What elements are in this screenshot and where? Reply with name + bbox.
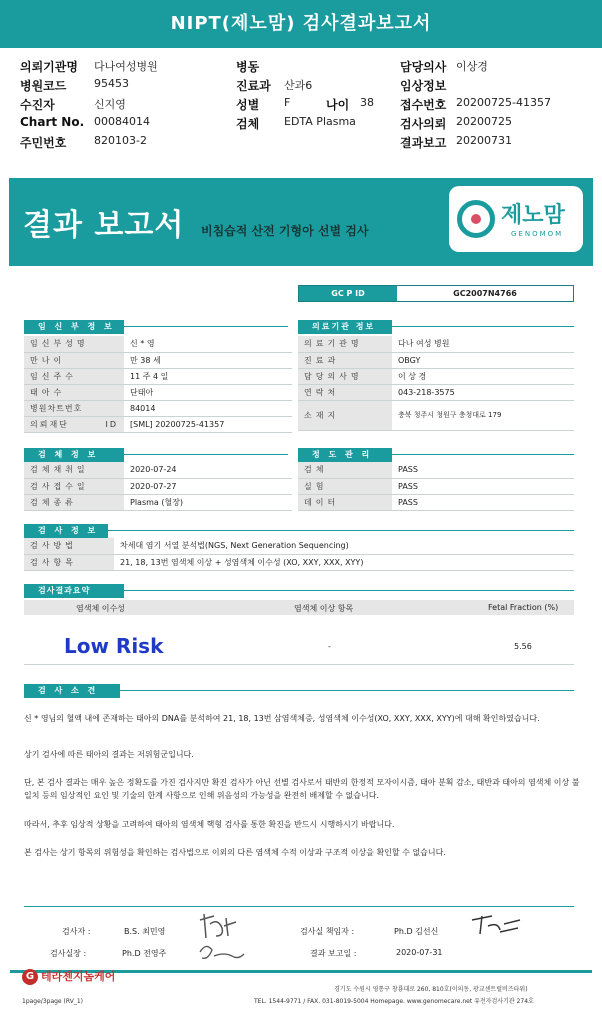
report-date-label: 결과 보고일 : (310, 949, 357, 958)
table-row (298, 336, 574, 352)
banner-subtitle: 비침습적 산전 기형아 선별 검사 (201, 224, 369, 238)
table-row (298, 478, 574, 494)
header-label: 진료과 (236, 79, 271, 93)
header-label: 결과보고 (400, 136, 447, 150)
risk-result: Low Risk (64, 634, 164, 658)
field-value: OBGY (392, 352, 574, 368)
summary-col-aneuploidy: 염색체 이수성 (76, 604, 125, 613)
header-value: 20200731 (456, 134, 512, 147)
table-row (298, 494, 574, 510)
header-value: EDTA Plasma (284, 115, 356, 128)
gcpid-value: GC2007N4766 (453, 289, 517, 298)
director-signature (196, 938, 246, 966)
field-value: [SML] 20200725-41357 (124, 416, 292, 432)
finding-paragraph: 상기 검사에 따른 태아의 결과는 저위험군입니다. (24, 750, 194, 759)
divider (392, 454, 574, 455)
header-value: 신지영 (94, 98, 126, 111)
field-value: 11 주 4 일 (124, 368, 292, 384)
field-label: 병원차트번호 (24, 400, 124, 416)
field-value: Plasma (혈장) (124, 494, 292, 510)
field-label: 검사접수일 (24, 478, 124, 494)
table-row (24, 400, 292, 416)
field-label: 검체종류 (24, 494, 124, 510)
examiner-name: B.S. 최민영 (124, 927, 166, 936)
field-value: PASS (392, 494, 574, 510)
section-header-institution: 의료기관 정보 (298, 320, 392, 334)
field-label: 임신부성명 (24, 336, 124, 352)
header-value: 산과6 (284, 79, 313, 92)
field-label: 만나이 (24, 352, 124, 368)
header-label: 병원코드 (20, 79, 67, 93)
divider (124, 326, 288, 327)
table-row (298, 352, 574, 368)
header-value: 95453 (94, 77, 129, 90)
finding-paragraph: 단, 본 검사 결과는 매우 높은 정확도를 가진 검사지만 확진 검사가 아닌 선별 검사로서 태반의 한정적 모자이시즘, 태아 분획 감소, 태반과 태아의 염색체 이상 불일치 등의 임상적인 요인 및 기술의 한계 사항으로 인해 위음성의 가능성을 완전히 배제할 수 없습니다. (24, 778, 580, 800)
divider (124, 454, 288, 455)
header-value: 38 (360, 96, 374, 109)
header-value: 20200725 (456, 115, 512, 128)
table-row (24, 384, 292, 400)
company-logo-icon: G (22, 969, 38, 985)
company-address: 경기도 수원시 영통구 창룡대로 260, 810호(이의동, 광교센트럴비즈타워) (334, 986, 528, 993)
document-title: NIPT(제노맘) 검사결과보고서 (0, 0, 602, 48)
report-banner (9, 178, 593, 266)
divider (24, 906, 574, 907)
field-value: 043-218-3575 (392, 384, 574, 400)
field-value: 차세대 염기 서열 분석법(NGS, Next Generation Sequencing) (114, 538, 574, 554)
table-row (24, 494, 292, 510)
header-value: 20200725-41357 (456, 96, 551, 109)
report-header (20, 56, 590, 151)
table-row (24, 352, 292, 368)
header-label: 접수번호 (400, 98, 447, 112)
director-name: Ph.D 전영주 (122, 949, 167, 958)
field-label: 태아수 (24, 384, 124, 400)
table-row (298, 462, 574, 478)
divider (108, 530, 574, 531)
header-label: 수진자 (20, 98, 55, 112)
logo-text: 제노맘 (501, 203, 565, 228)
field-label: 담당의사명 (298, 368, 392, 384)
header-value: 00084014 (94, 115, 150, 128)
company-contact: TEL. 1544-9771 / FAX. 031-8019-5004 Homepage. www.genomecare.net 유전자검사기관 274호 (254, 998, 534, 1005)
header-label: 병동 (236, 60, 260, 74)
field-value: 다나 여성 병원 (392, 336, 574, 352)
field-value: 만 38 세 (124, 352, 292, 368)
header-label: 의뢰기관명 (20, 60, 78, 74)
field-value: PASS (392, 478, 574, 494)
field-label: 검체 (298, 462, 392, 478)
page-indicator: 1page/3page (RV_1) (22, 998, 83, 1005)
director-label: 검사실장 : (50, 949, 87, 958)
finding-paragraph: 신 * 영님의 혈액 내에 존재하는 태아의 DNA를 분석하여 21, 18, 13번 삼염색체증, 성염색체 이수성(XO, XXY, XXX, XYY)에 대해 확인하였습니다. (24, 714, 540, 723)
banner-title: 결과 보고서 (23, 208, 185, 243)
header-label: Chart No. (20, 115, 85, 129)
divider (24, 664, 574, 665)
header-value: 820103-2 (94, 134, 147, 147)
table-row (24, 478, 292, 494)
field-label: 소재지 (298, 400, 392, 430)
field-value: 단태아 (124, 384, 292, 400)
fetal-fraction-value: 5.56 (514, 642, 532, 651)
field-value: 이 상 경 (392, 368, 574, 384)
summary-col-fetal-fraction: Fetal Fraction (%) (488, 603, 559, 612)
gcpid-label: GC P ID (299, 286, 397, 301)
section-header-findings: 검 사 소 견 (24, 684, 120, 698)
section-header-specimen: 검 체 정 보 (24, 448, 124, 462)
field-label: 검사방법 (24, 538, 114, 554)
test-table (24, 538, 574, 571)
field-value: 84014 (124, 400, 292, 416)
lab-head-signature (470, 912, 522, 938)
field-label: 검사항목 (24, 554, 114, 570)
divider (120, 690, 574, 691)
field-value: 충북 청주시 청원구 충청대로 179 (392, 400, 574, 430)
field-label: 진료과 (298, 352, 392, 368)
header-value: 이상경 (456, 60, 488, 73)
field-value: 2020-07-27 (124, 478, 292, 494)
genomom-logo (449, 186, 583, 252)
field-value: 2020-07-24 (124, 462, 292, 478)
field-label: 연락처 (298, 384, 392, 400)
gcpid-box (298, 285, 574, 302)
lab-head-name: Ph.D 김선신 (394, 927, 439, 936)
header-label: 임상정보 (400, 79, 447, 93)
table-row (24, 538, 574, 554)
field-label: 임신주수 (24, 368, 124, 384)
table-row (24, 416, 292, 432)
field-value: 신 * 영 (124, 336, 292, 352)
header-value: 다나여성병원 (94, 60, 158, 73)
finding-paragraph: 따라서, 추후 임상적 상황을 고려하여 태아의 염색체 핵형 검사를 통한 확진을 반드시 시행하시기 바랍니다. (24, 820, 395, 829)
section-header-patient: 임 신 부 정 보 (24, 320, 124, 334)
table-row (24, 336, 292, 352)
section-header-test: 검 사 정 보 (24, 524, 108, 538)
company-logo (22, 968, 115, 985)
header-value: F (284, 96, 291, 109)
table-row (24, 462, 292, 478)
header-label: 성별 (236, 98, 260, 112)
table-row (298, 384, 574, 400)
section-header-summary: 검사결과요약 (24, 584, 124, 598)
lab-head-label: 검사실 책임자 : (300, 927, 355, 936)
table-row (24, 368, 292, 384)
field-label: 데이터 (298, 494, 392, 510)
header-label: 주민번호 (20, 136, 67, 150)
field-value: 21, 18, 13번 염색체 이상 + 성염색체 이수성 (XO, XXY, XXX, XYY) (114, 554, 574, 570)
field-value: PASS (392, 462, 574, 478)
section-header-qc: 정 도 관 리 (298, 448, 392, 462)
summary-header (24, 600, 574, 615)
finding-paragraph: 본 검사는 상기 항목의 위험성을 확인하는 검사법으로 이외의 다른 염색체 수적 이상과 구조적 이상을 확인할 수 없습니다. (24, 848, 446, 857)
table-row (24, 554, 574, 570)
header-label: 나이 (326, 98, 350, 112)
table-row (298, 400, 574, 430)
table-row (298, 368, 574, 384)
company-name: 테라젠지놈케어 (41, 970, 116, 983)
field-label: 검체채취일 (24, 462, 124, 478)
institution-table (298, 336, 574, 431)
abnormal-value: - (328, 642, 331, 651)
divider (124, 590, 574, 591)
field-label: 의료기관명 (298, 336, 392, 352)
specimen-table (24, 462, 292, 511)
header-label: 검체 (236, 117, 260, 131)
field-label: 의뢰재단 ID (24, 416, 124, 432)
header-label: 담당의사 (400, 60, 447, 74)
examiner-label: 검사자 : (62, 927, 91, 936)
divider (392, 326, 574, 327)
genomom-logo-icon (457, 200, 495, 238)
logo-subtext: GENOMOM (511, 230, 564, 238)
header-label: 검사의뢰 (400, 117, 447, 131)
patient-table (24, 336, 292, 433)
summary-col-abnormal: 염색체 이상 항목 (294, 604, 354, 613)
field-label: 실험 (298, 478, 392, 494)
report-date: 2020-07-31 (396, 948, 443, 957)
qc-table (298, 462, 574, 511)
